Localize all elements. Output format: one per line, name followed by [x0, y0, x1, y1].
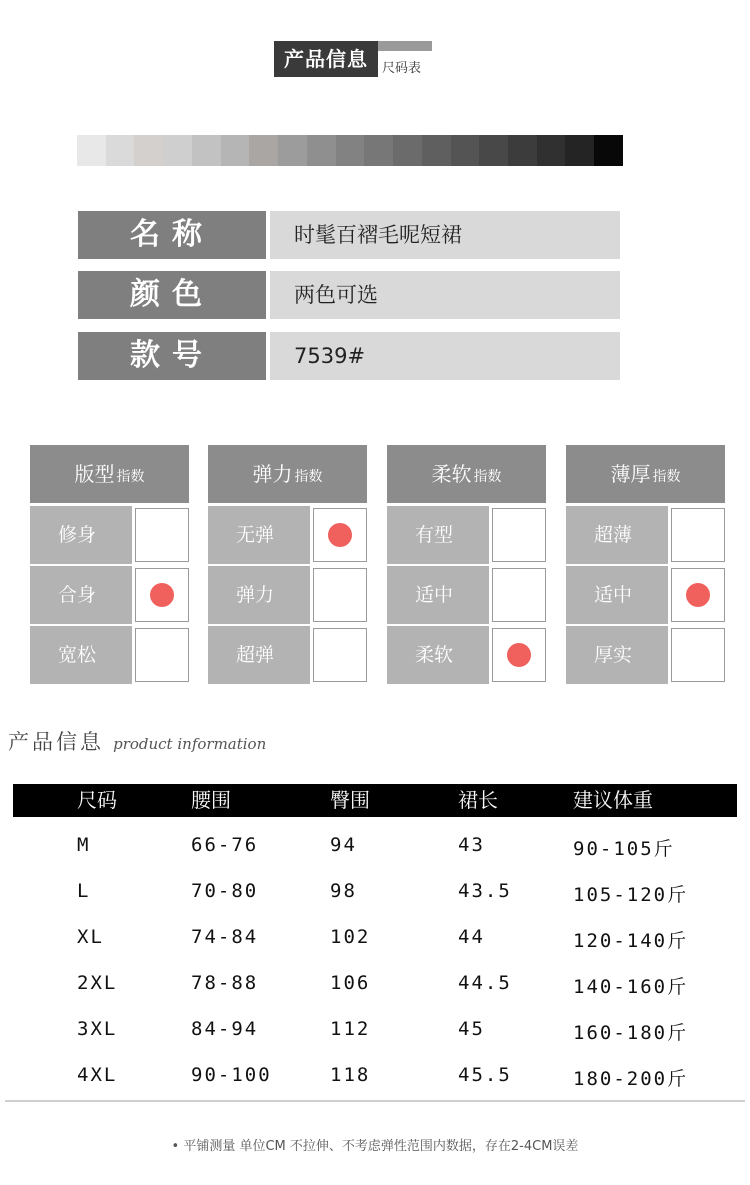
index-option-row	[208, 506, 367, 564]
index-option-label: 合身	[30, 566, 132, 624]
measurement-footnote: • 平铺测量 单位CM 不拉伸、不考虑弹性范围内数据，存在2-4CM误差	[171, 1139, 579, 1154]
table-header-cell: 裙长	[458, 788, 498, 812]
table-header-cell: 建议体重	[573, 788, 653, 812]
index-option-box	[135, 628, 189, 682]
table-cell: 74-84	[191, 926, 259, 948]
index-option-box	[313, 568, 367, 622]
index-title-suffix: 指数	[294, 469, 323, 485]
index-option-row	[30, 566, 189, 624]
index-option-row	[387, 506, 546, 564]
index-option-box	[671, 628, 725, 682]
table-cell: 84-94	[191, 1018, 259, 1040]
gray-swatch	[221, 135, 250, 166]
info-value: 7539#	[270, 332, 620, 380]
index-panel-title	[387, 445, 546, 503]
index-option-box	[492, 628, 546, 682]
index-option-label: 无弹	[208, 506, 310, 564]
table-cell: 106	[330, 972, 371, 994]
info-label: 款号	[78, 332, 266, 380]
gray-swatch	[134, 135, 163, 166]
gray-swatch	[336, 135, 365, 166]
index-option-label: 弹力	[208, 566, 310, 624]
header-accent-bar	[378, 41, 432, 51]
index-option-label: 厚实	[566, 626, 668, 684]
index-option-label: 修身	[30, 506, 132, 564]
table-cell: 118	[330, 1064, 371, 1086]
table-cell: L	[77, 880, 91, 902]
table-cell: 2XL	[77, 972, 118, 994]
table-cell: 78-88	[191, 972, 259, 994]
info-label: 名称	[78, 211, 266, 259]
table-cell: 112	[330, 1018, 371, 1040]
gray-swatch	[163, 135, 192, 166]
index-option-box	[671, 568, 725, 622]
index-title-suffix: 指数	[652, 469, 681, 485]
info-value: 两色可选	[270, 271, 620, 319]
product-info-title-cn: 产品信息	[8, 730, 104, 754]
info-label: 颜色	[78, 271, 266, 319]
index-option-row	[387, 626, 546, 684]
index-option-row	[30, 506, 189, 564]
table-cell: 140-160斤	[573, 976, 689, 998]
index-option-row	[387, 566, 546, 624]
gray-swatch	[393, 135, 422, 166]
table-cell: 43.5	[458, 880, 512, 902]
index-option-box	[492, 508, 546, 562]
gray-swatch-strip	[77, 135, 623, 166]
table-cell: 66-76	[191, 834, 259, 856]
table-cell: 4XL	[77, 1064, 118, 1086]
product-info-title-en: product information	[113, 735, 267, 753]
table-cell: 44	[458, 926, 485, 948]
index-panel-title	[208, 445, 367, 503]
info-row-style-number	[78, 332, 620, 380]
gray-swatch	[364, 135, 393, 166]
index-title-suffix: 指数	[116, 469, 145, 485]
index-option-label: 超薄	[566, 506, 668, 564]
selected-dot-icon	[328, 523, 352, 547]
index-option-label: 宽松	[30, 626, 132, 684]
table-cell: 70-80	[191, 880, 259, 902]
gray-swatch	[594, 135, 623, 166]
index-option-row	[208, 566, 367, 624]
gray-swatch	[451, 135, 480, 166]
size-table-header	[13, 784, 737, 817]
table-cell: 180-200斤	[573, 1068, 689, 1090]
index-option-box	[313, 508, 367, 562]
index-option-box	[135, 568, 189, 622]
gray-swatch	[249, 135, 278, 166]
index-title-text: 版型	[74, 462, 115, 486]
table-cell: M	[77, 834, 91, 856]
index-title-text: 弹力	[252, 462, 293, 486]
table-cell: 90-100	[191, 1064, 272, 1086]
index-option-box	[313, 628, 367, 682]
gray-swatch	[278, 135, 307, 166]
index-title-text: 薄厚	[610, 462, 651, 486]
table-cell: 45	[458, 1018, 485, 1040]
index-option-box	[492, 568, 546, 622]
selected-dot-icon	[507, 643, 531, 667]
gray-swatch	[77, 135, 106, 166]
header-subtitle: 尺码表	[382, 61, 422, 76]
gray-swatch	[106, 135, 135, 166]
table-divider	[5, 1100, 745, 1102]
index-option-label: 超弹	[208, 626, 310, 684]
table-cell: 90-105斤	[573, 838, 675, 860]
table-header-cell: 腰围	[191, 788, 231, 812]
table-cell: 98	[330, 880, 357, 902]
table-cell: 120-140斤	[573, 930, 689, 952]
info-row-name	[78, 211, 620, 259]
gray-swatch	[307, 135, 336, 166]
gray-swatch	[479, 135, 508, 166]
gray-swatch	[537, 135, 566, 166]
index-option-label: 适中	[387, 566, 489, 624]
gray-swatch	[565, 135, 594, 166]
table-cell: 160-180斤	[573, 1022, 689, 1044]
index-option-row	[566, 566, 725, 624]
index-option-box	[671, 508, 725, 562]
index-option-label: 柔软	[387, 626, 489, 684]
index-title-text: 柔软	[431, 462, 472, 486]
table-cell: 44.5	[458, 972, 512, 994]
index-option-box	[135, 508, 189, 562]
index-option-row	[208, 626, 367, 684]
table-cell: 94	[330, 834, 357, 856]
table-cell: 102	[330, 926, 371, 948]
gray-swatch	[508, 135, 537, 166]
table-cell: 105-120斤	[573, 884, 689, 906]
product-info-title	[8, 726, 266, 756]
index-option-label: 适中	[566, 566, 668, 624]
table-cell: XL	[77, 926, 104, 948]
info-row-color	[78, 271, 620, 319]
table-cell: 3XL	[77, 1018, 118, 1040]
index-option-row	[30, 626, 189, 684]
header-title: 产品信息	[274, 41, 378, 77]
table-cell: 43	[458, 834, 485, 856]
index-option-row	[566, 626, 725, 684]
index-option-label: 有型	[387, 506, 489, 564]
index-option-row	[566, 506, 725, 564]
selected-dot-icon	[686, 583, 710, 607]
index-title-suffix: 指数	[473, 469, 502, 485]
gray-swatch	[422, 135, 451, 166]
selected-dot-icon	[150, 583, 174, 607]
index-panel-title	[566, 445, 725, 503]
gray-swatch	[192, 135, 221, 166]
table-header-cell: 臀围	[330, 788, 370, 812]
index-panel-title	[30, 445, 189, 503]
info-value: 时髦百褶毛呢短裙	[270, 211, 620, 259]
table-cell: 45.5	[458, 1064, 512, 1086]
table-header-cell: 尺码	[77, 788, 117, 812]
